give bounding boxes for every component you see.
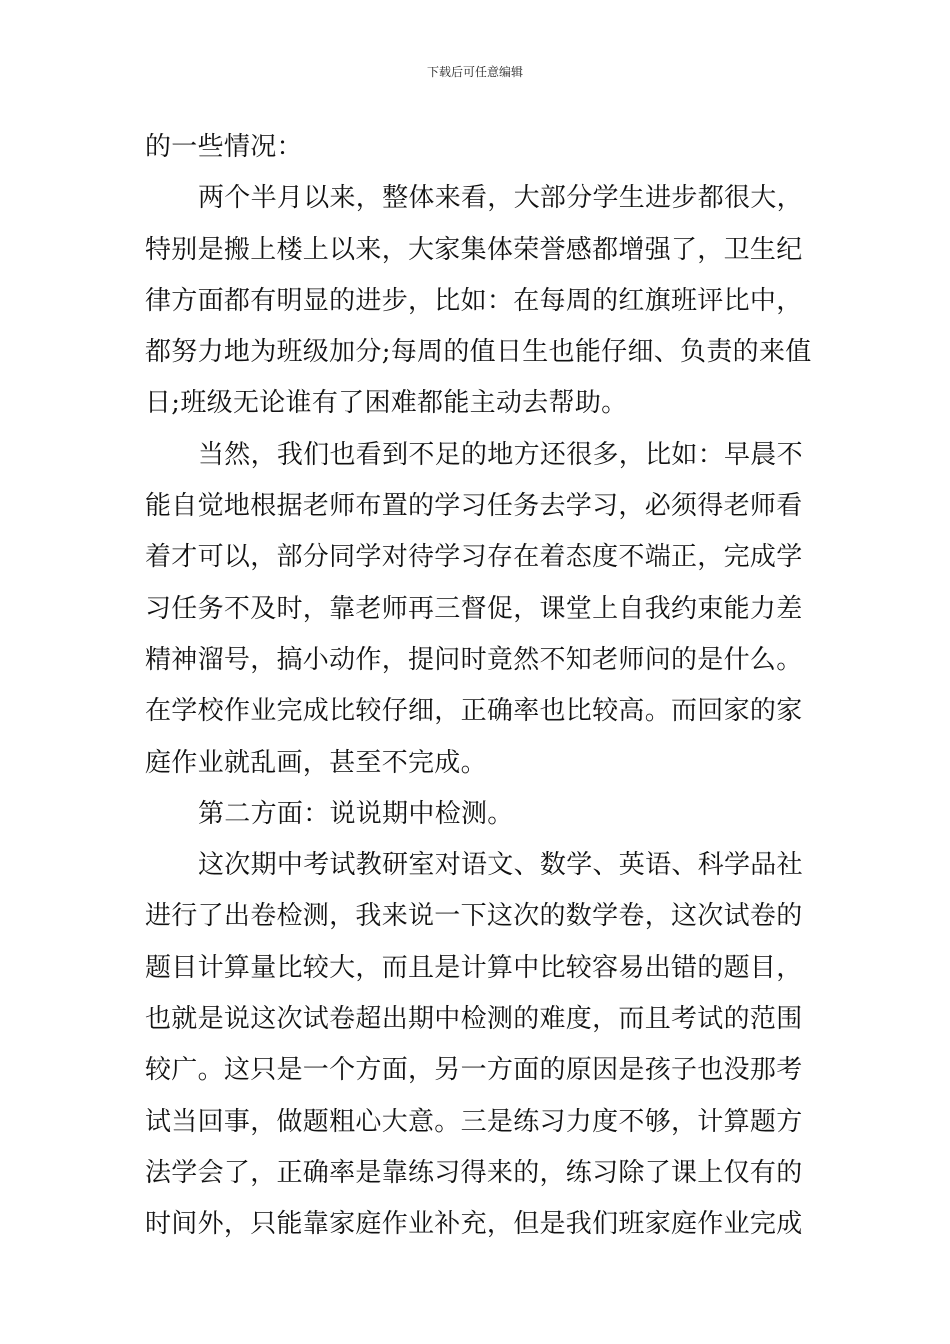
text-line: 试当回事，做题粗心大意。三是练习力度不够，计算题方 xyxy=(145,1106,803,1137)
text-line: 律方面都有明显的进步，比如：在每周的红旗班评比中， xyxy=(145,285,803,316)
paragraph-first-line: 两个半月以来，整体来看，大部分学生进步都很大， xyxy=(198,183,803,214)
page-header: 下载后可任意编辑 xyxy=(426,65,523,79)
text-line: 习任务不及时，靠老师再三督促，课堂上自我约束能力差 xyxy=(145,593,803,624)
text-line: 能自觉地根据老师布置的学习任务去学习，必须得老师看 xyxy=(145,491,803,522)
text-line: 都努力地为班级加分;每周的值日生也能仔细、负责的来值 xyxy=(145,337,812,368)
text-line: 题目计算量比较大，而且是计算中比较容易出错的题目， xyxy=(145,952,803,983)
text-line: 在学校作业完成比较仔细，正确率也比较高。而回家的家 xyxy=(145,696,803,727)
text-line: 较广。这只是一个方面，另一方面的原因是孩子也没那考 xyxy=(145,1055,803,1086)
paragraph-first-line: 这次期中考试教研室对语文、数学、英语、科学品社 xyxy=(198,850,803,881)
text-line: 法学会了，正确率是靠练习得来的，练习除了课上仅有的 xyxy=(145,1157,803,1188)
paragraph-first-line: 当然，我们也看到不足的地方还很多，比如：早晨不 xyxy=(198,439,803,470)
text-line: 也就是说这次试卷超出期中检测的难度，而且考试的范围 xyxy=(145,1004,803,1035)
text-line: 精神溜号，搞小动作，提问时竟然不知老师问的是什么。 xyxy=(145,644,803,675)
text-line: 时间外，只能靠家庭作业补充，但是我们班家庭作业完成 xyxy=(145,1209,803,1240)
text-line: 的一些情况： xyxy=(145,132,303,162)
text-line: 特别是搬上楼上以来，大家集体荣誉感都增强了，卫生纪 xyxy=(145,234,803,265)
section-heading: 第二方面：说说期中检测。 xyxy=(198,798,514,829)
text-line: 进行了出卷检测，我来说一下这次的数学卷，这次试卷的 xyxy=(145,901,803,932)
text-line: 着才可以，部分同学对待学习存在着态度不端正，完成学 xyxy=(145,542,803,573)
text-line: 日;班级无论谁有了困难都能主动去帮助。 xyxy=(145,388,628,419)
text-line: 庭作业就乱画，甚至不完成。 xyxy=(145,747,487,778)
body-text xyxy=(145,122,812,1251)
